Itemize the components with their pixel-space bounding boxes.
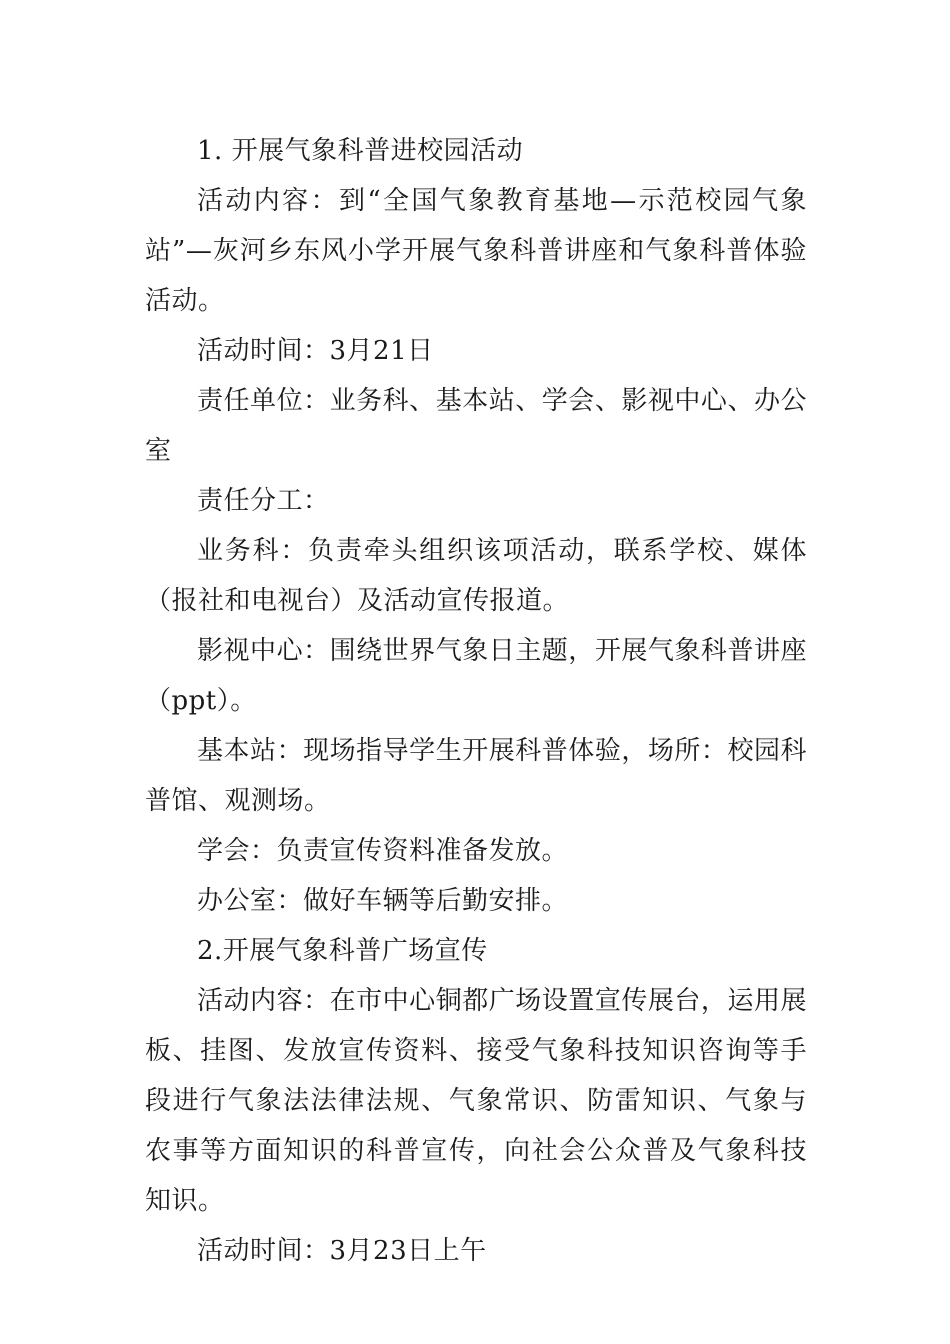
paragraph-division-of-work: 责任分工： [197, 486, 330, 516]
paragraph-media-center: 影视中心：围绕世界气象日主题，开展气象科普讲座（ppt）。 [145, 636, 807, 716]
paragraph-activity-time-1: 活动时间：3月21日 [197, 336, 434, 366]
paragraph-activity-time-2: 活动时间：3月23日上午 [197, 1236, 487, 1266]
section-heading-1: 1. 开展气象科普进校园活动 [197, 136, 524, 166]
paragraph-responsible-units: 责任单位：业务科、基本站、学会、影视中心、办公室 [145, 386, 807, 466]
paragraph-office: 办公室：做好车辆等后勤安排。 [197, 886, 569, 916]
document-body [145, 126, 807, 1276]
section-heading-2: 2.开展气象科普广场宣传 [197, 936, 488, 966]
paragraph-basic-station: 基本站：现场指导学生开展科普体验，场所：校园科普馆、观测场。 [145, 736, 807, 816]
paragraph-activity-content-1: 活动内容：到“全国气象教育基地—示范校园气象站”—灰河乡东风小学开展气象科普讲座和气象科普体验活动。 [145, 186, 807, 316]
paragraph-activity-content-2: 活动内容：在市中心铜都广场设置宣传展台，运用展板、挂图、发放宣传资料、接受气象科技知识咨询等手段进行气象法法律法规、气象常识、防雷知识、气象与农事等方面知识的科普宣传，向社会公众普及气象科技知识。 [145, 986, 807, 1216]
paragraph-society: 学会：负责宣传资料准备发放。 [197, 836, 569, 866]
paragraph-business-section: 业务科：负责牵头组织该项活动，联系学校、媒体（报社和电视台）及活动宣传报道。 [145, 536, 807, 616]
